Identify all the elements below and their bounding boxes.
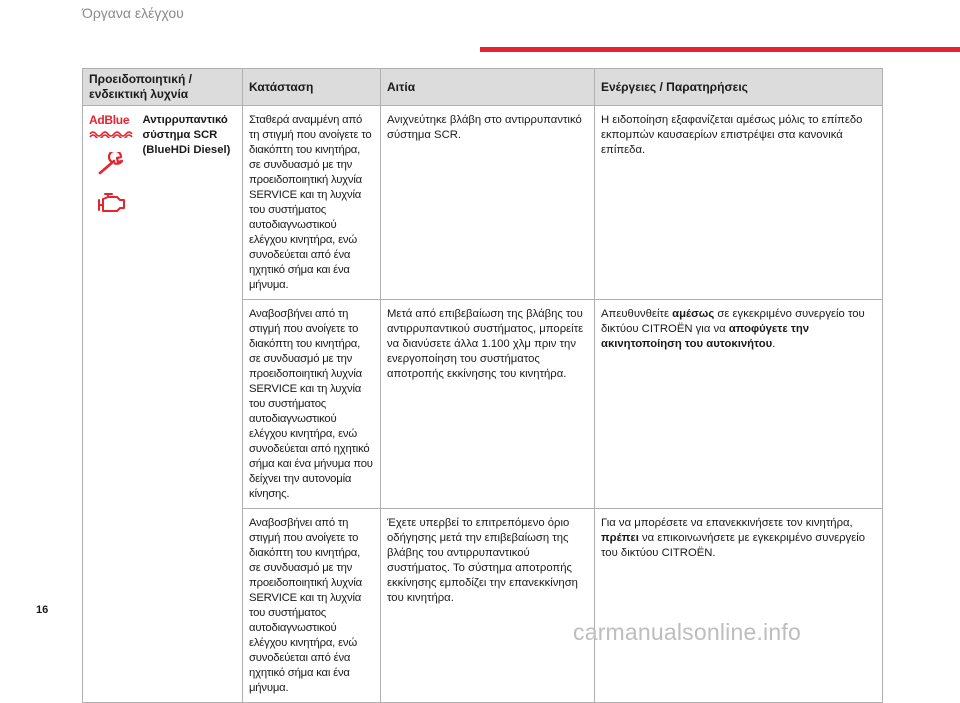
state-cell: Αναβοσβήνει από τη στιγμή που ανοίγετε το διακόπτη του κινητήρα, σε συνδυασμό με την προειδοποιητική λυχνία SERVICE και τη λυχνία του συστήματος αυτοδιαγνωστικού ελέγχου κινητήρα, ενώ συνοδεύεται από ένα ηχητικό σήμα και ένα μήνυμα. [243, 509, 381, 703]
action-text: Απευθυνθείτε [601, 308, 673, 320]
action-cell [595, 300, 883, 509]
cause-cell: Μετά από επιβεβαίωση της βλάβης του αντιρρυπαντικού συστήματος, μπορείτε να διανύσετε άλλα 1.100 χλμ πριν την ενεργοποίηση του συστήματος αποτροπής εκκίνησης του κινητήρα. [381, 300, 595, 509]
action-text: . [772, 338, 776, 350]
table-row [83, 106, 883, 300]
indicator-name: Αντιρρυπαντικό σύστημα SCR (BlueHDi Diesel) [137, 106, 243, 703]
page-number: 16 [36, 604, 49, 616]
state-cell: Αναβοσβήνει από τη στιγμή που ανοίγετε το διακόπτη του κινητήρα, σε συνδυασμό με την προειδοποιητική λυχνία SERVICE και τη λυχνία του συστήματος αυτοδιαγνωστικού ελέγχου κινητήρα, ενώ συνοδεύεται από ηχητικό σήμα και ένα μήνυμα που δείχνει την αυτονομία κίνησης. [243, 300, 381, 509]
state-cell: Σταθερά αναμμένη από τη στιγμή που ανοίγετε το διακόπτη του κινητήρα, σε συνδυασμό με την προειδοποιητική λυχνία SERVICE και τη λυχνία του συστήματος αυτοδιαγνωστικού ελέγχου κινητήρα, ενώ συνοδεύεται από ένα ηχητικό σήμα και ένα μήνυμα. [243, 106, 381, 300]
section-accent-bar [480, 47, 960, 52]
cause-cell: Έχετε υπερβεί το επιτρεπόμενο όριο οδήγησης μετά την επιβεβαίωση της βλάβης του αντιρρυπαντικού συστήματος. Το σύστημα αποτροπής εκκίνησης εμποδίζει την επανεκκίνηση του κινητήρα. [381, 509, 595, 703]
wrench-icon [97, 152, 127, 176]
action-emphasis: αμέσως [672, 308, 715, 320]
cause-cell: Ανιχνεύτηκε βλάβη στο αντιρρυπαντικό σύστημα SCR. [381, 106, 595, 300]
column-header-cause: Αιτία [381, 69, 595, 106]
action-cell [595, 509, 883, 703]
action-text: σε εγκεκριμένο συνεργείο του δικτύου CITROËN για να [601, 308, 865, 335]
indicator-icons-cell [83, 106, 137, 703]
action-text: Για να μπορέσετε να επανεκκινήσετε τον κινητήρα, [601, 517, 853, 529]
column-header-actions: Ενέργειες / Παρατηρήσεις [595, 69, 883, 106]
watermark: carmanualsonline.info [573, 619, 801, 645]
section-title: Όργανα ελέγχου [82, 5, 184, 21]
adblue-icon: AdBlue [89, 115, 131, 138]
action-cell [595, 106, 883, 300]
column-header-state: Κατάσταση [243, 69, 381, 106]
action-text: Η ειδοποίηση εξαφανίζεται αμέσως μόλις το επίπεδο εκπομπών καυσαερίων επιστρέψει στα κανονικά επίπεδα. [601, 114, 863, 156]
action-text: να επικοινωνήσετε με εγκεκριμένο συνεργείο του δικτύου CITROËN. [601, 532, 866, 559]
adblue-wave-icon [89, 130, 133, 138]
warning-lamp-table [82, 68, 883, 703]
table-header-row [83, 69, 883, 106]
action-emphasis: αποφύγετε την ακινητοποίηση του αυτοκινήτου [601, 323, 810, 350]
action-emphasis: πρέπει [601, 532, 639, 544]
engine-icon [95, 190, 129, 216]
column-header-indicator: Προειδοποιητική / ενδεικτική λυχνία [83, 69, 243, 106]
